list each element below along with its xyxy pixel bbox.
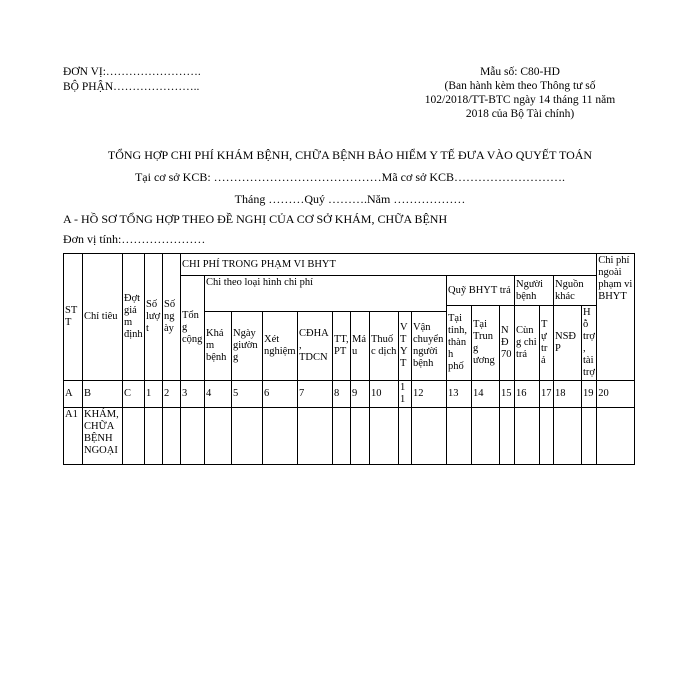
col-code: 16 xyxy=(515,381,540,408)
unit-line: Đơn vị tính:………………… xyxy=(63,232,206,246)
th-ngay-giuong: Ngày giường xyxy=(232,312,263,381)
table-cell xyxy=(554,408,582,465)
th-nguoi-benh: Người bệnh xyxy=(515,276,554,306)
table-cell xyxy=(351,408,370,465)
table-cell xyxy=(181,408,205,465)
table-cell xyxy=(123,408,145,465)
table-cell xyxy=(163,408,181,465)
th-van-chuyen: Vận chuyển người bệnh xyxy=(412,312,447,381)
col-code: 8 xyxy=(333,381,351,408)
don-vi-line: ĐƠN VỊ:……………………. xyxy=(63,66,201,78)
row-a1-label: KHÁM, CHỮA BỆNH NGOẠI xyxy=(83,408,123,465)
table-cell xyxy=(597,408,635,465)
col-code: 2 xyxy=(163,381,181,408)
col-code: 19 xyxy=(582,381,597,408)
table-cell xyxy=(582,408,597,465)
th-loai-hinh-chi-phi: Chi theo loại hình chi phí xyxy=(205,276,447,312)
col-code: 12 xyxy=(412,381,447,408)
col-code: 7 xyxy=(298,381,333,408)
th-so-luot: Số lượt xyxy=(145,254,163,381)
th-kham-benh: Khám bệnh xyxy=(205,312,232,381)
col-code: 18 xyxy=(554,381,582,408)
table-cell xyxy=(232,408,263,465)
facility-line: Tại cơ sở KCB: ……………………………………Mã cơ sở KCB………………………. xyxy=(134,170,566,184)
th-thuoc-dich: Thuốc dịch xyxy=(370,312,399,381)
col-code: A xyxy=(64,381,83,408)
row-a1-code: A1 xyxy=(64,408,83,465)
table-cell xyxy=(263,408,298,465)
col-code: 4 xyxy=(205,381,232,408)
th-tai-tinh: Tại tỉnh, thành phố xyxy=(447,306,472,381)
th-quy-bhyt-tra: Quỹ BHYT trả xyxy=(447,276,515,306)
cost-summary-table xyxy=(63,253,635,465)
th-tai-trung-uong: Tại Trung ương xyxy=(472,306,500,381)
th-tu-tra: Tự trả xyxy=(540,306,554,381)
form-code-ministry: 2018 của Bộ Tài chính) xyxy=(465,108,575,120)
table-cell xyxy=(399,408,412,465)
page-title: TỔNG HỢP CHI PHÍ KHÁM BỆNH, CHỮA BỆNH BẢO HIỂM Y TẾ ĐƯA VÀO QUYẾT TOÁN xyxy=(107,148,593,162)
col-code: C xyxy=(123,381,145,408)
th-xet-nghiem: Xét nghiệm xyxy=(263,312,298,381)
col-code: 5 xyxy=(232,381,263,408)
table-cell xyxy=(540,408,554,465)
section-a-heading: A - HỒ SƠ TỔNG HỢP THEO ĐỀ NGHỊ CỦA CƠ SỞ KHÁM, CHỮA BỆNH xyxy=(63,212,448,226)
col-code: 1 xyxy=(145,381,163,408)
th-stt: STT xyxy=(64,254,83,381)
table-cell xyxy=(205,408,232,465)
th-ho-tro: Hỗ trợ, tài trợ xyxy=(582,306,597,381)
th-vtyt: VTYT xyxy=(399,312,412,381)
col-code: 9 xyxy=(351,381,370,408)
th-tt-pt: TT, PT xyxy=(333,312,351,381)
table-cell xyxy=(447,408,472,465)
col-code: 17 xyxy=(540,381,554,408)
th-nguon-khac: Nguồn khác xyxy=(554,276,597,306)
th-pham-vi-bhyt: CHI PHÍ TRONG PHẠM VI BHYT xyxy=(181,254,597,276)
form-code-number: Mẫu số: C80-HD xyxy=(480,66,560,78)
period-line: Tháng ………Quý ……….Năm ……………… xyxy=(234,192,466,206)
table-cell xyxy=(298,408,333,465)
table-cell xyxy=(412,408,447,465)
col-code: 15 xyxy=(500,381,515,408)
table-cell xyxy=(333,408,351,465)
table-cell xyxy=(500,408,515,465)
header-row-1 xyxy=(64,254,635,276)
col-code: 11 xyxy=(399,381,412,408)
th-ngoai-pham-vi: Chi phí ngoài phạm vi BHYT xyxy=(597,254,635,381)
th-nd70: NĐ 70 xyxy=(500,306,515,381)
col-code: 10 xyxy=(370,381,399,408)
table-cell xyxy=(145,408,163,465)
th-so-ngay: Số ngày xyxy=(163,254,181,381)
col-code: 6 xyxy=(263,381,298,408)
table-row xyxy=(64,408,635,465)
form-code-block xyxy=(420,65,620,121)
col-code: B xyxy=(83,381,123,408)
th-dot-giam-dinh: Đợt giám định xyxy=(123,254,145,381)
col-code: 3 xyxy=(181,381,205,408)
th-cdha-tdcn: CĐHA, TDCN xyxy=(298,312,333,381)
table-cell xyxy=(515,408,540,465)
col-code: 14 xyxy=(472,381,500,408)
th-cung-chi-tra: Cùng chi trả xyxy=(515,306,540,381)
bo-phan-line: BỘ PHẬN………………….. xyxy=(63,81,200,93)
col-code: 20 xyxy=(597,381,635,408)
table-cell xyxy=(472,408,500,465)
th-chi-tieu: Chỉ tiêu xyxy=(83,254,123,381)
th-mau: Máu xyxy=(351,312,370,381)
table-cell xyxy=(370,408,399,465)
th-tong-cong: Tổng cộng xyxy=(181,276,205,381)
col-code: 13 xyxy=(447,381,472,408)
th-nsdp: NSĐP xyxy=(554,306,582,381)
form-code-issued-by: (Ban hành kèm theo Thông tư số xyxy=(444,80,596,92)
form-code-circular: 102/2018/TT-BTC ngày 14 tháng 11 năm xyxy=(424,94,616,106)
column-code-row xyxy=(64,381,635,408)
